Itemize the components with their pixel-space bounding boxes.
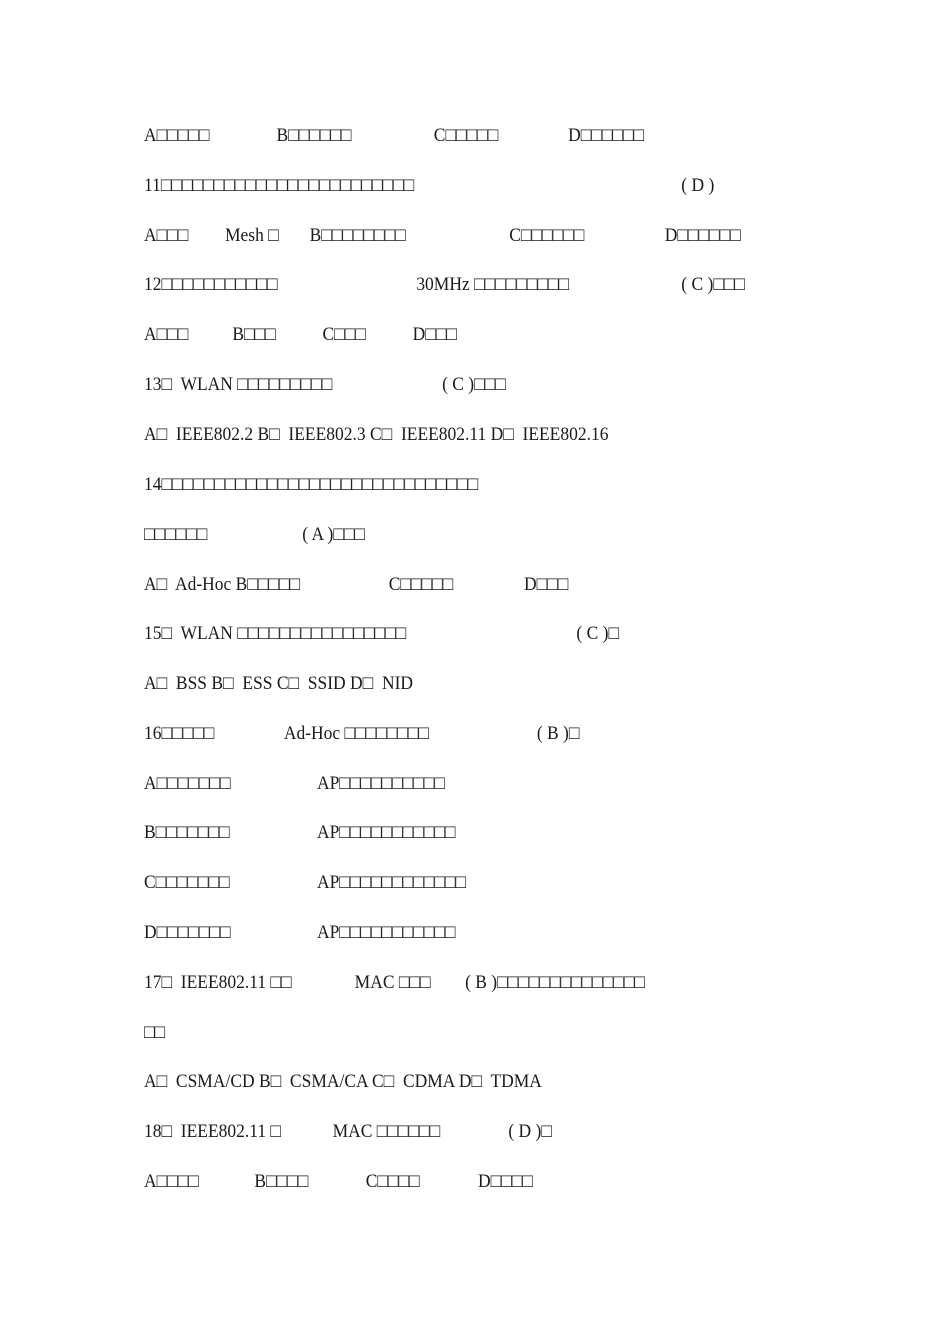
options-text: A□ CSMA/CD B□ CSMA/CA C□ CDMA D□ TDMA xyxy=(144,1071,542,1092)
option-a: A□□□ xyxy=(144,225,189,246)
option-text: AP□□□□□□□□□□□ xyxy=(316,822,456,843)
question-12 xyxy=(144,272,746,298)
option-16-b xyxy=(144,820,456,846)
answer: ( D ) xyxy=(681,175,715,196)
option-b: B□□□□□□□□ xyxy=(309,225,406,246)
options-row-10 xyxy=(144,123,645,149)
question-text-cont: Ad-Hoc □□□□□□□□ xyxy=(283,723,429,744)
option-16-a xyxy=(144,771,445,797)
option-text: AP□□□□□□□□□□ xyxy=(316,773,445,794)
question-text: 13□ WLAN □□□□□□□□□ xyxy=(144,374,333,395)
option-c: C□□□□□ xyxy=(388,574,454,595)
option-d: D□□□□□□ xyxy=(568,125,645,146)
question-text-cont: □□□□□□ xyxy=(144,524,208,545)
question-text-cont: MAC □□□□□□ xyxy=(332,1121,441,1142)
option-a-b: A□ Ad-Hoc B□□□□□ xyxy=(144,574,301,595)
question-text: 12□□□□□□□□□□□ xyxy=(144,274,278,295)
options-row-17 xyxy=(144,1069,542,1095)
option-text: AP□□□□□□□□□□□□ xyxy=(316,872,467,893)
question-13 xyxy=(144,372,506,398)
question-16 xyxy=(144,721,580,747)
question-text-cont: 30MHz □□□□□□□□□ xyxy=(416,274,570,295)
answer: ( C )□□□ xyxy=(681,274,746,295)
question-text-cont: □□ xyxy=(144,1022,166,1043)
question-14-cont xyxy=(144,522,366,548)
question-text: 15□ WLAN □□□□□□□□□□□□□□□□ xyxy=(144,623,407,644)
option-label: D□□□□□□□ xyxy=(144,922,231,943)
question-14 xyxy=(144,472,479,498)
question-18 xyxy=(144,1119,552,1145)
option-b: B□□□□□□ xyxy=(276,125,352,146)
options-row-13 xyxy=(144,422,609,448)
option-b: B□□□ xyxy=(232,324,276,345)
question-17 xyxy=(144,970,645,996)
options-row-15 xyxy=(144,671,414,697)
answer: ( C )□ xyxy=(576,623,620,644)
options-text: A□ IEEE802.2 B□ IEEE802.3 C□ IEEE802.11 D□ IEEE802.16 xyxy=(144,424,609,445)
options-text: A□ BSS B□ ESS C□ SSID D□ NID xyxy=(144,673,414,694)
question-text: 17□ IEEE802.11 □□ xyxy=(144,972,292,993)
option-c: C□□□ xyxy=(322,324,366,345)
answer: ( B )□ xyxy=(536,723,580,744)
option-c: C□□□□□ xyxy=(433,125,499,146)
question-11 xyxy=(144,173,715,199)
option-16-c xyxy=(144,870,467,896)
option-c: C□□□□□□ xyxy=(509,225,585,246)
option-a: A□□□ xyxy=(144,324,189,345)
option-label: A□□□□□□□ xyxy=(144,773,231,794)
answer: ( D )□ xyxy=(508,1121,552,1142)
option-label: C□□□□□□□ xyxy=(144,872,230,893)
options-row-18 xyxy=(144,1169,533,1195)
answer-and-text: ( B )□□□□□□□□□□□□□□ xyxy=(465,972,645,993)
option-c: C□□□□ xyxy=(365,1171,420,1192)
option-d: D□□□□ xyxy=(477,1171,533,1192)
option-a: A□□□□□ xyxy=(144,125,210,146)
answer: ( C )□□□ xyxy=(442,374,506,395)
question-text: 18□ IEEE802.11 □ xyxy=(144,1121,281,1142)
answer: ( A )□□□ xyxy=(302,524,366,545)
option-b: B□□□□ xyxy=(254,1171,309,1192)
option-label: B□□□□□□□ xyxy=(144,822,230,843)
option-text: AP□□□□□□□□□□□ xyxy=(316,922,456,943)
question-text-cont: MAC □□□ xyxy=(354,972,431,993)
option-d: D□□□ xyxy=(412,324,457,345)
option-a-cont: Mesh □ xyxy=(224,225,279,246)
options-row-11 xyxy=(144,223,741,249)
question-17-cont xyxy=(144,1020,166,1046)
option-d: D□□□ xyxy=(523,574,569,595)
option-16-d xyxy=(144,920,456,946)
question-15 xyxy=(144,621,620,647)
option-a: A□□□□ xyxy=(144,1171,199,1192)
question-text: 16□□□□□ xyxy=(144,723,215,744)
options-row-12 xyxy=(144,322,457,348)
question-text: 11□□□□□□□□□□□□□□□□□□□□□□□□ xyxy=(144,175,415,196)
options-row-14 xyxy=(144,572,569,598)
question-text: 14□□□□□□□□□□□□□□□□□□□□□□□□□□□□□□ xyxy=(144,474,479,495)
option-d: D□□□□□□ xyxy=(664,225,741,246)
